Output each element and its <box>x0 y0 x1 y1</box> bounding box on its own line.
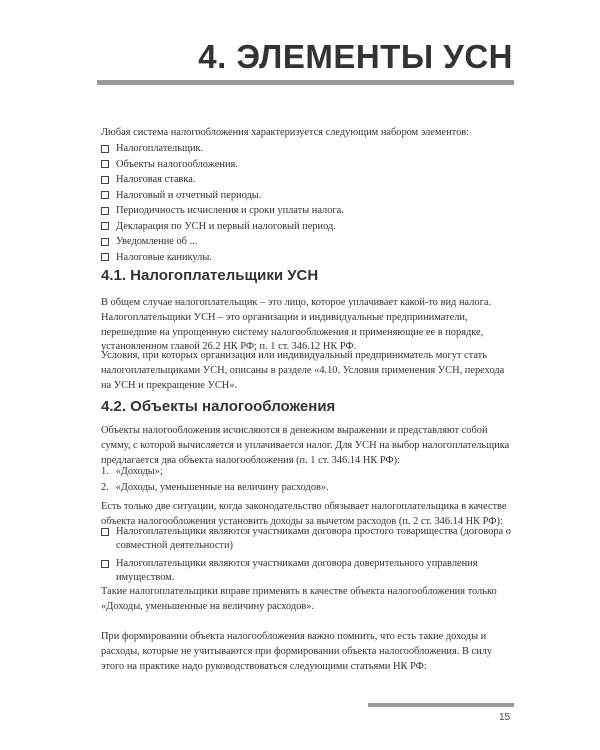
list-item: Налогоплательщик. <box>101 141 513 157</box>
list-item: Налогоплательщики являются участниками договора доверительного управления имуществом. <box>101 557 513 585</box>
list-item: Декларация по УСН и первый налоговый период. <box>101 219 513 235</box>
list-item: Периодичность исчисления и сроки уплаты налога. <box>101 203 513 219</box>
checkbox-bullet-icon <box>101 191 109 199</box>
list-item: Налогоплательщики являются участниками договора простого товарищества (договора о совместной деятельности) <box>101 525 513 553</box>
situations-list <box>101 525 513 589</box>
chapter-title: 4. ЭЛЕМЕНТЫ УСН <box>198 38 513 75</box>
checkbox-bullet-icon <box>101 238 109 246</box>
checkbox-bullet-icon <box>101 253 109 261</box>
list-item: 2. «Доходы, уменьшенные на величину расходов». <box>101 482 329 493</box>
footer-rule <box>368 703 514 707</box>
section-heading-4-1: 4.1. Налогоплательщики УСН <box>101 267 319 284</box>
section-heading-4-2: 4.2. Объекты налогообложения <box>101 398 336 415</box>
intro-text: Любая система налогообложения характеризуется следующим набором элементов: <box>101 127 470 138</box>
checkbox-bullet-icon <box>101 207 109 215</box>
checkbox-bullet-icon <box>101 145 109 153</box>
list-item: Уведомление об ... <box>101 234 513 250</box>
checkbox-bullet-icon <box>101 222 109 230</box>
list-item: Налоговый и отчетный периоды. <box>101 188 513 204</box>
checkbox-bullet-icon <box>101 160 109 168</box>
paragraph: Объекты налогообложения исчисляются в денежном выражении и представляют собой сумму, с которой вычисляется и уплачивается налог. Для УСН на выбор налогоплательщика предлагается два объекта налогообложения (п. 1 ст. 346.14 НК РФ): <box>101 425 510 466</box>
paragraph: Есть только две ситуации, когда законодательство обязывает налогоплательщика в качестве объекта налогообложения установить доходы за вычетом расходов (п. 2 ст. 346.14 НК РФ): <box>101 501 507 527</box>
checkbox-bullet-icon <box>101 560 109 568</box>
list-item: 1. «Доходы»; <box>101 466 163 477</box>
paragraph: При формировании объекта налогообложения важно помнить, что есть такие доходы и расходы, которые не учитываются при формировании объекта налогообложения. В силу этого на практике надо руководствоваться следующими статьями НК РФ: <box>101 631 493 672</box>
title-rule <box>97 80 514 85</box>
list-item: Объекты налогообложения. <box>101 157 513 173</box>
checkbox-bullet-icon <box>101 528 109 536</box>
page-number: 15 <box>499 712 511 723</box>
checkbox-bullet-icon <box>101 176 109 184</box>
paragraph: Такие налогоплательщики вправе применять в качестве объекта налогообложения только «Доходы, уменьшенные на величину расходов». <box>101 586 497 612</box>
list-item: Налоговые каникулы. <box>101 250 513 266</box>
numbered-list <box>101 464 513 496</box>
elements-list <box>101 141 513 265</box>
list-item: Налоговая ставка. <box>101 172 513 188</box>
paragraph: Условия, при которых организация или индивидуальный предприниматель могут стать налогоплательщиками УСН, описаны в разделе «4.10. Условия применения УСН, перехода на УСН и прекращение УСН». <box>101 350 505 391</box>
paragraph: В общем случае налогоплательщик – это лицо, которое уплачивает какой-то вид налога. Налогоплательщики УСН – это организации и индивидуальные предприниматели, перешедшие на упрощенную систему налогообложения и применяющие ее в порядке, установленном главой 26.2 НК РФ; п. 1 ст. 346.12 НК РФ. <box>101 297 492 353</box>
